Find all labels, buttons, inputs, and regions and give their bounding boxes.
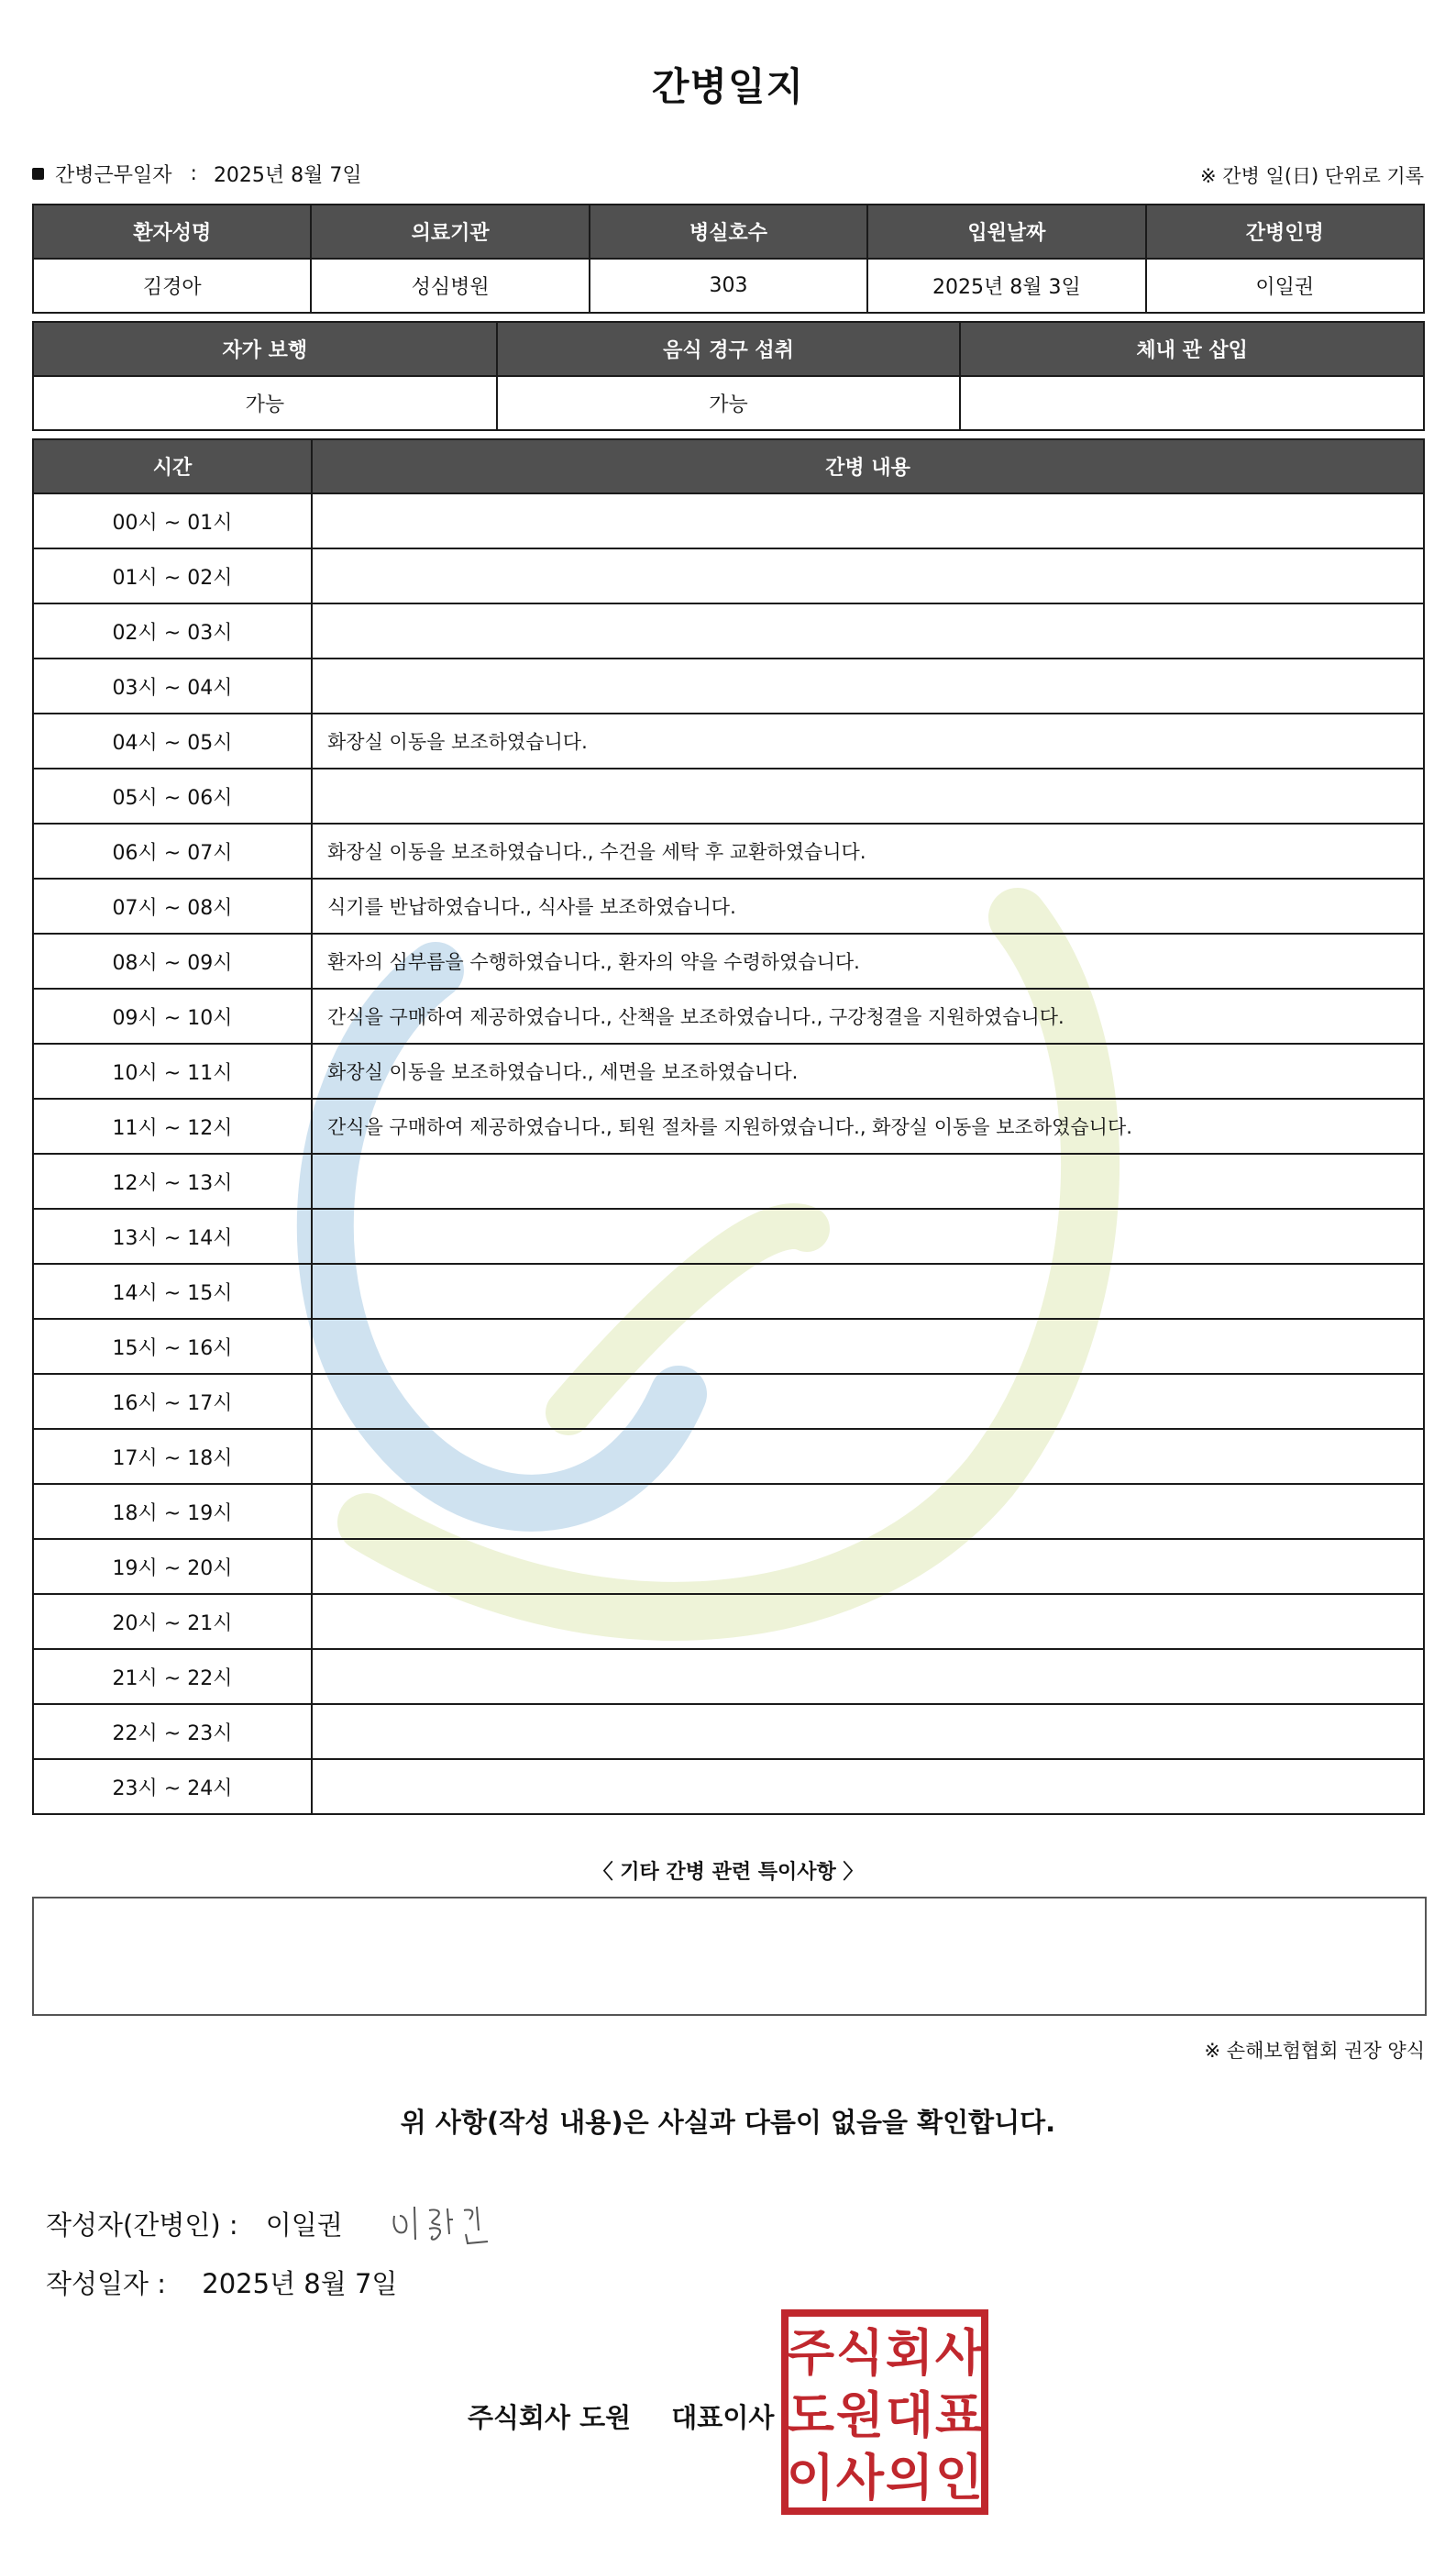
time-slot-cell: 03시 ~ 04시 <box>33 659 312 714</box>
time-slot-cell: 21시 ~ 22시 <box>33 1649 312 1704</box>
page-title: 간병일지 <box>651 64 805 109</box>
work-date-separator: : <box>190 162 197 185</box>
header-self-walking: 자가 보행 <box>33 322 497 376</box>
seal-character: 원 <box>835 2386 885 2444</box>
time-slot-cell: 08시 ~ 09시 <box>33 934 312 989</box>
company-name: 주식회사 도원 <box>468 2402 632 2433</box>
care-log-row <box>33 493 1424 548</box>
written-date-label: 작성일자 : <box>46 2268 167 2299</box>
care-log-row <box>33 1044 1424 1099</box>
care-content-cell <box>312 1374 1424 1429</box>
patient-info-table <box>32 204 1425 314</box>
care-content-cell: 화장실 이동을 보조하였습니다., 세면을 보조하였습니다. <box>312 1044 1424 1099</box>
care-content-cell <box>312 1429 1424 1484</box>
care-log-body <box>33 493 1424 1814</box>
care-content-cell <box>312 548 1424 603</box>
header-patient-name: 환자성명 <box>33 205 311 259</box>
tube-insertion-cell <box>960 376 1424 430</box>
care-content-cell: 간식을 구매하여 제공하였습니다., 산책을 보조하였습니다., 구강청결을 지원하였습니다. <box>312 989 1424 1044</box>
seal-character: 사 <box>835 2449 885 2507</box>
seal-character: 표 <box>934 2386 984 2444</box>
care-content-cell <box>312 769 1424 824</box>
care-log-row <box>33 1704 1424 1759</box>
room-number-cell: 303 <box>590 259 867 313</box>
care-log-row <box>33 989 1424 1044</box>
time-slot-cell: 15시 ~ 16시 <box>33 1319 312 1374</box>
care-content-cell <box>312 1209 1424 1264</box>
care-content-cell: 간식을 구매하여 제공하였습니다., 퇴원 절차를 지원하였습니다., 화장실 이동을 보조하였습니다. <box>312 1099 1424 1154</box>
time-slot-cell: 00시 ~ 01시 <box>33 493 312 548</box>
care-log-row <box>33 1594 1424 1649</box>
care-content-cell: 식기를 반납하였습니다., 식사를 보조하였습니다. <box>312 879 1424 934</box>
header-tube-insertion: 체내 관 삽입 <box>960 322 1424 376</box>
care-log-row <box>33 1209 1424 1264</box>
time-slot-cell: 06시 ~ 07시 <box>33 824 312 879</box>
time-slot-cell: 04시 ~ 05시 <box>33 714 312 769</box>
form-note: ※ 손해보험협회 권장 양식 <box>1204 2040 1425 2062</box>
remarks-title: 〈 기타 간병 관련 특이사항 〉 <box>592 1861 864 1884</box>
time-slot-cell: 23시 ~ 24시 <box>33 1759 312 1814</box>
patient-status-header-row <box>33 322 1424 376</box>
time-slot-cell: 07시 ~ 08시 <box>33 879 312 934</box>
patient-info-value-row <box>33 259 1424 313</box>
writer-line <box>46 2197 506 2249</box>
care-log-table <box>32 438 1425 1815</box>
seal-character: 식 <box>835 2324 885 2382</box>
patient-status-value-row <box>33 376 1424 430</box>
care-content-cell <box>312 1484 1424 1539</box>
writer-name: 이일권 <box>265 2208 343 2241</box>
time-slot-cell: 10시 ~ 11시 <box>33 1044 312 1099</box>
signature-image <box>387 2197 506 2249</box>
admission-date-cell: 2025년 8월 3일 <box>867 259 1145 313</box>
meta-row <box>32 160 1424 187</box>
time-slot-cell: 22시 ~ 23시 <box>33 1704 312 1759</box>
hospital-cell: 성심병원 <box>311 259 589 313</box>
care-log-row <box>33 659 1424 714</box>
header-room-number: 병실호수 <box>590 205 867 259</box>
care-content-cell <box>312 493 1424 548</box>
patient-status-table <box>32 321 1425 431</box>
care-content-cell <box>312 1759 1424 1814</box>
patient-info-header-row <box>33 205 1424 259</box>
care-log-header-row <box>33 439 1424 493</box>
seal-character: 도 <box>786 2386 835 2444</box>
care-content-cell <box>312 1594 1424 1649</box>
care-log-row <box>33 1484 1424 1539</box>
care-log-row <box>33 934 1424 989</box>
time-slot-cell: 09시 ~ 10시 <box>33 989 312 1044</box>
square-bullet-icon <box>32 168 44 180</box>
oral-intake-cell: 가능 <box>497 376 961 430</box>
care-log-row <box>33 548 1424 603</box>
seal-character: 대 <box>885 2386 934 2444</box>
care-log-row <box>33 714 1424 769</box>
care-log-row <box>33 1539 1424 1594</box>
header-caregiver-name: 간병인명 <box>1146 205 1424 259</box>
time-slot-cell: 20시 ~ 21시 <box>33 1594 312 1649</box>
care-log-row <box>33 879 1424 934</box>
seal-character: 인 <box>934 2449 984 2507</box>
care-content-cell: 화장실 이동을 보조하였습니다. <box>312 714 1424 769</box>
written-date-line <box>46 2264 397 2301</box>
seal-character: 이 <box>786 2449 835 2507</box>
care-log-row <box>33 824 1424 879</box>
header-care-content: 간병 내용 <box>312 439 1424 493</box>
time-slot-cell: 13시 ~ 14시 <box>33 1209 312 1264</box>
written-date-value: 2025년 8월 7일 <box>202 2268 398 2299</box>
care-log-row <box>33 1649 1424 1704</box>
header-time: 시간 <box>33 439 312 493</box>
writer-label: 작성자(간병인) : <box>46 2208 238 2241</box>
care-log-row <box>33 1264 1424 1319</box>
care-content-cell: 화장실 이동을 보조하였습니다., 수건을 세탁 후 교환하였습니다. <box>312 824 1424 879</box>
care-content-cell <box>312 1539 1424 1594</box>
time-slot-cell: 19시 ~ 20시 <box>33 1539 312 1594</box>
time-slot-cell: 18시 ~ 19시 <box>33 1484 312 1539</box>
remarks-box <box>32 1897 1427 2016</box>
header-hospital: 의료기관 <box>311 205 589 259</box>
care-log-row <box>33 1154 1424 1209</box>
care-log-row <box>33 1374 1424 1429</box>
seal-character: 주 <box>786 2324 835 2382</box>
time-slot-cell: 02시 ~ 03시 <box>33 603 312 659</box>
care-content-cell <box>312 1154 1424 1209</box>
care-content-cell <box>312 659 1424 714</box>
care-content-cell <box>312 603 1424 659</box>
seal-character: 사 <box>934 2324 984 2382</box>
work-date-value: 2025년 8월 7일 <box>213 164 362 187</box>
time-slot-cell: 05시 ~ 06시 <box>33 769 312 824</box>
time-slot-cell: 11시 ~ 12시 <box>33 1099 312 1154</box>
seal-character: 의 <box>885 2449 934 2507</box>
caregiver-name-cell: 이일권 <box>1146 259 1424 313</box>
care-content-cell <box>312 1704 1424 1759</box>
time-slot-cell: 12시 ~ 13시 <box>33 1154 312 1209</box>
company-seal-stamp <box>781 2309 988 2515</box>
time-slot-cell: 01시 ~ 02시 <box>33 548 312 603</box>
care-log-row <box>33 769 1424 824</box>
work-date-label: 간병근무일자 <box>55 164 172 187</box>
self-walking-cell: 가능 <box>33 376 497 430</box>
header-admission-date: 입원날짜 <box>867 205 1145 259</box>
care-content-cell: 환자의 심부름을 수행하였습니다., 환자의 약을 수령하였습니다. <box>312 934 1424 989</box>
time-slot-cell: 16시 ~ 17시 <box>33 1374 312 1429</box>
company-ceo-title: 대표이사 <box>671 2402 775 2433</box>
care-log-row <box>33 1099 1424 1154</box>
care-log-row <box>33 1319 1424 1374</box>
care-log-row <box>33 603 1424 659</box>
record-unit-note: ※ 간병 일(日) 단위로 기록 <box>1200 165 1424 187</box>
company-line <box>468 2397 774 2435</box>
time-slot-cell: 14시 ~ 15시 <box>33 1264 312 1319</box>
seal-character: 회 <box>885 2324 934 2382</box>
care-content-cell <box>312 1319 1424 1374</box>
confirmation-statement: 위 사항(작성 내용)은 사실과 다름이 없음을 확인합니다. <box>400 2107 1056 2138</box>
care-content-cell <box>312 1264 1424 1319</box>
time-slot-cell: 17시 ~ 18시 <box>33 1429 312 1484</box>
work-date-field <box>32 160 362 188</box>
header-oral-intake: 음식 경구 섭취 <box>497 322 961 376</box>
care-log-row <box>33 1429 1424 1484</box>
care-content-cell <box>312 1649 1424 1704</box>
care-log-row <box>33 1759 1424 1814</box>
patient-name-cell: 김경아 <box>33 259 311 313</box>
